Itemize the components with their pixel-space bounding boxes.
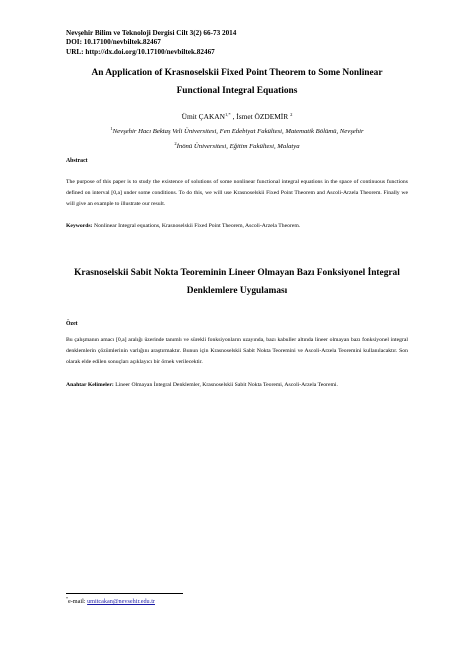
title-tr-line-2: Denklemlere Uygulaması bbox=[186, 286, 288, 296]
title-en-line-1: An Application of Krasnoselskii Fixed Point Theorem to Some Nonlinear bbox=[91, 68, 383, 78]
author-name-2: İsmet ÖZDEMİR bbox=[236, 112, 289, 121]
email-link[interactable]: umitcakan@nevsehir.edu.tr bbox=[87, 598, 155, 605]
url-line: URL: http://dx.doi.org/10.17100/nevbiltek.82467 bbox=[66, 47, 215, 56]
journal-citation: Nevşehir Bilim ve Teknoloji Dergisi Cilt 3(2) 66-73 2014 bbox=[66, 29, 237, 37]
paper-title-english bbox=[40, 64, 434, 100]
ozet-heading: Özet bbox=[66, 321, 78, 327]
doi-line: DOI: 10.17100/nevbiltek.82467 bbox=[66, 38, 161, 47]
title-tr-line-1: Krasnoselskii Sabit Nokta Teoreminin Lineer Olmayan Bazı Fonksiyonel İntegral bbox=[74, 268, 400, 278]
author-1-affiliation-mark: 1,* bbox=[224, 112, 231, 117]
footnote-label: e-mail: bbox=[68, 598, 88, 605]
affiliation-2-text: İnönü Üniversitesi, Eğitim Fakültesi, Malatya bbox=[176, 143, 300, 150]
title-en-line-2: Functional Integral Equations bbox=[176, 86, 298, 96]
anahtar-kelimeler-label: Anahtar Kelimeler: bbox=[66, 382, 114, 388]
affiliation-1 bbox=[40, 127, 434, 136]
keywords-list: Nonlinear Integral equations, Krasnoselskii Fixed Point Theorem, Ascoli-Arzela Theorem. bbox=[92, 223, 301, 229]
keywords-english bbox=[66, 222, 408, 231]
ozet-text: Bu çalışmanın amacı [0,a] aralığı üzerinde tanımlı ve sürekli fonksiyonların uzayında, bazı kabuller altında lineer olmayan bazı fonksiyonel integral denklemlerin çözümlerinin varlığını araştırmaktır. Bunun için Krasnoselskii Sabit Nokta Teoremini ve Ascoli-Arzela Teoremini kullanılacaktır. Son olarak elde edilen sonuçları açıklayıcı bir örnek verilecektir. bbox=[66, 337, 408, 366]
abstract-text: The purpose of this paper is to study the existence of solutions of some nonlinear functional integral equations in the space of continuous functions defined on interval [0,a] under some conditions. To do this, we will use Krasnoselskii Fixed Point Theorem and Ascoli-Arzela Theorem. Finally we will give an example to illustrate our result. bbox=[66, 179, 408, 208]
footnote-divider bbox=[66, 593, 183, 594]
author-name-1: Ümit ÇAKAN bbox=[181, 112, 225, 121]
abstract-heading: Abstract bbox=[66, 158, 88, 164]
footnote-mark: * bbox=[66, 596, 68, 601]
keywords-turkish bbox=[66, 381, 408, 390]
affiliation-1-text: Nevşehir Hacı Bektaş Veli Üniversitesi, Fen Edebiyat Fakültesi, Matematik Bölümü, Nevşehir bbox=[112, 128, 364, 135]
affiliation-1-mark: 1 bbox=[110, 126, 113, 131]
author-separator: , bbox=[230, 112, 237, 121]
affiliation-2 bbox=[40, 142, 434, 151]
paper-title-turkish bbox=[40, 264, 434, 300]
footnote bbox=[66, 597, 155, 606]
anahtar-kelimeler-list: Lineer Olmayan İntegral Denklemler, Krasnoselskii Sabit Nokta Teoremi, Ascoli-Arzela Teoremi. bbox=[113, 382, 338, 388]
author-2-affiliation-mark: 2 bbox=[290, 112, 293, 117]
affiliation-2-mark: 2 bbox=[174, 141, 177, 146]
journal-header bbox=[66, 29, 236, 57]
author-list bbox=[40, 112, 434, 122]
keywords-label: Keywords: bbox=[66, 223, 93, 229]
